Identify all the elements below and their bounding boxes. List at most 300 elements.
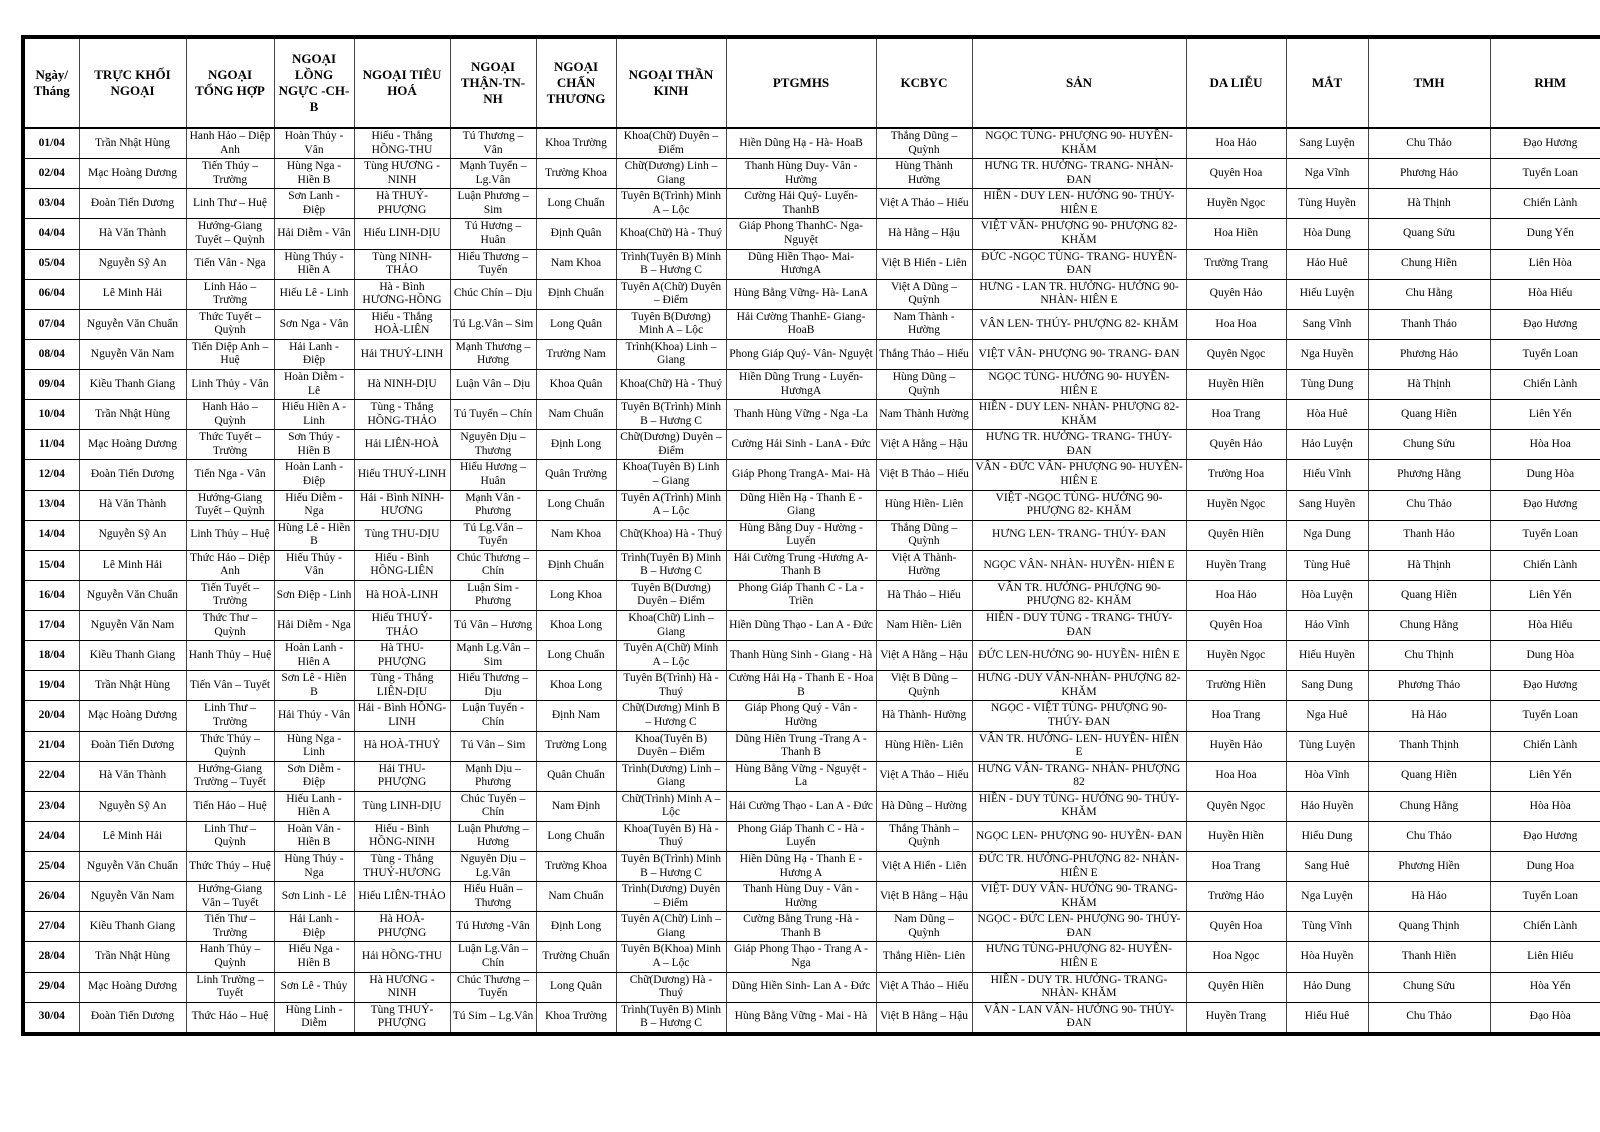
schedule-cell: Hiếu Lê - Linh	[274, 279, 354, 309]
schedule-cell: Hà HOÀ-LINH	[354, 580, 450, 610]
schedule-cell: Hiếu THUÝ-LINH	[354, 460, 450, 490]
schedule-cell: Hà Văn Thành	[79, 761, 186, 791]
schedule-cell: Việt B Dũng – Quỳnh	[876, 671, 972, 701]
schedule-cell: Nga Dung	[1286, 520, 1368, 550]
schedule-cell: Thanh Thảo	[1368, 309, 1490, 339]
date-cell: 15/04	[23, 550, 79, 580]
schedule-cell: Tùng - Thắng LIÊN-DỊU	[354, 671, 450, 701]
schedule-cell: Hòa Dung	[1286, 219, 1368, 249]
schedule-cell: Nguyễn Văn Nam	[79, 339, 186, 369]
schedule-cell: Chu Thảo	[1368, 490, 1490, 520]
schedule-cell: Tiến Diệp Anh – Huệ	[186, 339, 274, 369]
schedule-cell: Cường Hải Hạ - Thanh E - Hoa B	[726, 671, 876, 701]
schedule-cell: Hiểu Huê	[1286, 1002, 1368, 1034]
schedule-cell: Đạo Hương	[1490, 821, 1600, 851]
table-row	[23, 701, 1600, 731]
schedule-cell: Kiều Thanh Giang	[79, 370, 186, 400]
schedule-cell: Khoa(Tuyên B) Linh – Giang	[616, 460, 726, 490]
schedule-cell: Trường Nam	[536, 339, 616, 369]
schedule-cell: Mạnh Thương – Hương	[450, 339, 536, 369]
schedule-cell: Hùng Hiền- Liên	[876, 490, 972, 520]
schedule-cell: Trường Khoa	[536, 159, 616, 189]
schedule-cell: Sang Huê	[1286, 852, 1368, 882]
schedule-cell: Thắng Thảo – Hiếu	[876, 339, 972, 369]
schedule-cell: Định Chuẩn	[536, 550, 616, 580]
schedule-cell: Hoa Hiền	[1186, 219, 1286, 249]
schedule-cell: Lê Minh Hải	[79, 550, 186, 580]
schedule-cell: Long Quân	[536, 309, 616, 339]
date-cell: 02/04	[23, 159, 79, 189]
column-header: DA LIỄU	[1186, 37, 1286, 128]
schedule-cell: Chữ(Trình) Minh A – Lộc	[616, 791, 726, 821]
schedule-cell: NGỌC - VIỆT TÙNG- PHƯỢNG 90- THÚY- ĐAN	[972, 701, 1186, 731]
column-header: SẢN	[972, 37, 1186, 128]
schedule-cell: Hiếu - Bình HỒNG-LIÊN	[354, 550, 450, 580]
schedule-cell: Hoàn Lanh - Hiên A	[274, 641, 354, 671]
table-row	[23, 550, 1600, 580]
schedule-cell: Đoàn Tiến Dương	[79, 189, 186, 219]
schedule-cell: Hùng Bằng Vững - Nguyệt - La	[726, 761, 876, 791]
schedule-cell: Chiến Lành	[1490, 370, 1600, 400]
schedule-cell: Hiếu Thủy - Vân	[274, 550, 354, 580]
schedule-cell: HƯNG TÙNG-PHƯỢNG 82- HUYỀN- HIÊN E	[972, 942, 1186, 972]
schedule-cell: Hà Văn Thành	[79, 219, 186, 249]
schedule-cell: Hướng-Giang Trường – Tuyết	[186, 761, 274, 791]
schedule-cell: Chiến Lành	[1490, 912, 1600, 942]
schedule-cell: Tùng Huyền	[1286, 189, 1368, 219]
table-row	[23, 882, 1600, 912]
date-cell: 10/04	[23, 400, 79, 430]
schedule-cell: Hòa Yến	[1490, 972, 1600, 1002]
schedule-cell: Hùng Thúy - Hiền A	[274, 249, 354, 279]
schedule-cell: Hanh Thủy – Huệ	[186, 641, 274, 671]
schedule-cell: Hùng Nga - Linh	[274, 731, 354, 761]
schedule-cell: Thanh Hùng Duy - Vân - Hường	[726, 882, 876, 912]
date-cell: 19/04	[23, 671, 79, 701]
schedule-cell: Nguyễn Văn Chuẩn	[79, 852, 186, 882]
schedule-cell: Hiếu Hiền A - Linh	[274, 400, 354, 430]
schedule-cell: Đoàn Tiến Dương	[79, 731, 186, 761]
schedule-cell: Cường Hải Quý- Luyến- ThanhB	[726, 189, 876, 219]
schedule-cell: Hiểu Hương – Huân	[450, 460, 536, 490]
schedule-cell: Chiến Lành	[1490, 731, 1600, 761]
schedule-cell: Trần Nhật Hùng	[79, 671, 186, 701]
table-body	[23, 128, 1600, 1034]
schedule-cell: Tùng Luyện	[1286, 731, 1368, 761]
table-row	[23, 912, 1600, 942]
schedule-cell: Hiền Dũng Thạo - Lan A - Đức	[726, 611, 876, 641]
schedule-cell: Quân Trường	[536, 460, 616, 490]
schedule-cell: Hiếu Nga - Hiền B	[274, 942, 354, 972]
schedule-cell: Chu Thảo	[1368, 821, 1490, 851]
schedule-cell: NGỌC VÂN- NHÀN- HUYỀN- HIÊN E	[972, 550, 1186, 580]
schedule-cell: Hoa Trang	[1186, 400, 1286, 430]
schedule-cell: Long Khoa	[536, 580, 616, 610]
schedule-cell: Tiến Thúy – Trường	[186, 159, 274, 189]
schedule-cell: Tuyên A(Chữ) Minh A – Lộc	[616, 641, 726, 671]
schedule-cell: Hiểu Thương – Tuyến	[450, 249, 536, 279]
schedule-cell: Nguyên Dịu – Thương	[450, 430, 536, 460]
schedule-cell: Thức Hảo – Huệ	[186, 1002, 274, 1034]
schedule-cell: Hòa Hiếu	[1490, 279, 1600, 309]
schedule-cell: Linh Thư – Huệ	[186, 189, 274, 219]
date-cell: 04/04	[23, 219, 79, 249]
schedule-cell: Hảo Huyền	[1286, 791, 1368, 821]
schedule-cell: Giáp Phong Quý - Vân - Hường	[726, 701, 876, 731]
schedule-cell: Hùng Bằng Duy - Hường - Luyến	[726, 520, 876, 550]
table-row	[23, 189, 1600, 219]
schedule-cell: Hanh Hảo – Diệp Anh	[186, 128, 274, 159]
schedule-cell: Sơn Linh - Lê	[274, 882, 354, 912]
schedule-cell: Khoa Trường	[536, 128, 616, 159]
schedule-cell: Tú Lg.Vân – Tuyển	[450, 520, 536, 550]
column-header: NGOẠI CHẤN THƯƠNG	[536, 37, 616, 128]
schedule-cell: VÂN - ĐỨC VÂN- PHƯỢNG 90- HUYỀN- HIÊN E	[972, 460, 1186, 490]
schedule-cell: Khoa(Tuyên B) Duyên – Điểm	[616, 731, 726, 761]
schedule-cell: HƯNG VÂN- TRANG- NHÀN- PHƯỢNG 82	[972, 761, 1186, 791]
schedule-cell: Sơn Thúy - Hiền B	[274, 430, 354, 460]
table-row	[23, 641, 1600, 671]
date-cell: 03/04	[23, 189, 79, 219]
schedule-cell: Phương Thảo	[1368, 671, 1490, 701]
schedule-cell: Quyên Hiền	[1186, 972, 1286, 1002]
schedule-cell: Huyền Hảo	[1186, 731, 1286, 761]
schedule-cell: Quyên Ngọc	[1186, 339, 1286, 369]
schedule-cell: Việt B Hằng – Hậu	[876, 1002, 972, 1034]
schedule-cell: Mạc Hoàng Dương	[79, 159, 186, 189]
schedule-cell: Hướng-Giang Vân – Tuyết	[186, 882, 274, 912]
schedule-cell: Khoa(Chữ) Hà - Thuý	[616, 370, 726, 400]
schedule-cell: ĐỨC -NGỌC TÙNG- TRANG- HUYỀN- ĐAN	[972, 249, 1186, 279]
table-row	[23, 490, 1600, 520]
schedule-cell: Việt A Hiển - Liên	[876, 852, 972, 882]
schedule-cell: Hoa Hoa	[1186, 761, 1286, 791]
schedule-cell: Tuyên A(Chữ) Linh – Giang	[616, 912, 726, 942]
schedule-cell: Chữ(Dương) Duyên – Điểm	[616, 430, 726, 460]
column-header: TRỰC KHỐI NGOẠI	[79, 37, 186, 128]
schedule-cell: Hải Diễm - Vân	[274, 219, 354, 249]
date-cell: 12/04	[23, 460, 79, 490]
table-row	[23, 309, 1600, 339]
schedule-cell: Hùng Thành Hường	[876, 159, 972, 189]
schedule-cell: Nga Luyện	[1286, 882, 1368, 912]
schedule-cell: Tiến Nga - Vân	[186, 460, 274, 490]
schedule-cell: Hoa Trang	[1186, 852, 1286, 882]
table-row	[23, 249, 1600, 279]
schedule-cell: Mạc Hoàng Dương	[79, 430, 186, 460]
schedule-cell: Giáp Phong TrangA- Mai- Hà	[726, 460, 876, 490]
schedule-cell: Trường Khoa	[536, 852, 616, 882]
schedule-cell: Hùng Thúy - Nga	[274, 852, 354, 882]
schedule-cell: Đạo Hương	[1490, 309, 1600, 339]
schedule-cell: Tùng Dung	[1286, 370, 1368, 400]
schedule-cell: HƯNG TR. HƯỞNG- TRANG- THÚY- ĐAN	[972, 430, 1186, 460]
schedule-cell: Định Long	[536, 912, 616, 942]
schedule-cell: Quyên Hảo	[1186, 279, 1286, 309]
date-cell: 28/04	[23, 942, 79, 972]
schedule-cell: Tuyển Loan	[1490, 882, 1600, 912]
schedule-cell: Hà NINH-DỊU	[354, 370, 450, 400]
date-cell: 08/04	[23, 339, 79, 369]
schedule-cell: Nga Huyền	[1286, 339, 1368, 369]
schedule-cell: Phương Hảo	[1368, 159, 1490, 189]
schedule-cell: Việt B Hằng – Hậu	[876, 882, 972, 912]
table-row	[23, 219, 1600, 249]
schedule-cell: Long Chuẩn	[536, 641, 616, 671]
schedule-cell: Trình(Tuyên B) Minh B – Hương C	[616, 550, 726, 580]
schedule-cell: HƯNG LEN- TRANG- THÚY- ĐAN	[972, 520, 1186, 550]
schedule-cell: Sơn Lanh - Điệp	[274, 189, 354, 219]
schedule-cell: Hiếu Lanh - Hiền A	[274, 791, 354, 821]
schedule-cell: Chúc Tuyến – Chín	[450, 791, 536, 821]
schedule-cell: Tùng THUỶ-PHƯỢNG	[354, 1002, 450, 1034]
schedule-cell: Hiếu Diễm - Nga	[274, 490, 354, 520]
schedule-cell: Sơn Lê - Hiền B	[274, 671, 354, 701]
schedule-cell: Nga Vĩnh	[1286, 159, 1368, 189]
schedule-cell: Long Chuẩn	[536, 189, 616, 219]
schedule-cell: Trình(Dương) Duyên – Điểm	[616, 882, 726, 912]
schedule-cell: Dung Hòa	[1490, 641, 1600, 671]
schedule-cell: Chung Sửu	[1368, 972, 1490, 1002]
schedule-cell: Tuyên B(Trình) Minh B – Hương C	[616, 852, 726, 882]
schedule-cell: Tuyển Loan	[1490, 339, 1600, 369]
schedule-cell: Nguyễn Văn Chuẩn	[79, 309, 186, 339]
table-row	[23, 128, 1600, 159]
schedule-cell: Tùng Vĩnh	[1286, 912, 1368, 942]
schedule-cell: Quyên Hảo	[1186, 430, 1286, 460]
schedule-cell: Hoàn Thủy - Vân	[274, 128, 354, 159]
schedule-cell: Hải Thúy - Vân	[274, 701, 354, 731]
schedule-cell: Hải Lanh - Điệp	[274, 912, 354, 942]
schedule-cell: Sơn Nga - Vân	[274, 309, 354, 339]
schedule-cell: Hà HOÀ-PHƯỢNG	[354, 912, 450, 942]
schedule-cell: Hùng Lê - Hiền B	[274, 520, 354, 550]
schedule-cell: Khoa(Chữ) Hà - Thuý	[616, 219, 726, 249]
schedule-cell: Liên Hiếu	[1490, 942, 1600, 972]
schedule-cell: Giáp Phong ThanhC- Nga- Nguyệt	[726, 219, 876, 249]
schedule-cell: Việt A Thảo – Hiếu	[876, 761, 972, 791]
schedule-cell: Chiến Lành	[1490, 550, 1600, 580]
schedule-cell: Tú Thương – Vân	[450, 128, 536, 159]
schedule-cell: Giáp Phong Thạo - Trang A - Nga	[726, 942, 876, 972]
schedule-cell: Hanh Thủy – Quỳnh	[186, 942, 274, 972]
schedule-cell: Hùng Bằng Vững- Hà- LanA	[726, 279, 876, 309]
schedule-cell: Tuyên B(Trình) Minh A – Lộc	[616, 189, 726, 219]
column-header: NGOẠI TIÊU HOÁ	[354, 37, 450, 128]
schedule-cell: Linh Thư – Quỳnh	[186, 821, 274, 851]
schedule-cell: Luận Phương – Sim	[450, 189, 536, 219]
column-header: MẮT	[1286, 37, 1368, 128]
schedule-cell: Hanh Hảo – Quỳnh	[186, 400, 274, 430]
schedule-cell: Linh Thủy – Huệ	[186, 520, 274, 550]
schedule-cell: Việt A Hằng – Hậu	[876, 430, 972, 460]
schedule-cell: VÂN LEN- THÚY- PHƯỢNG 82- KHĂM	[972, 309, 1186, 339]
date-cell: 29/04	[23, 972, 79, 1002]
schedule-cell: Mạnh Lg.Vân – Sim	[450, 641, 536, 671]
schedule-cell: Hoa Hoa	[1186, 309, 1286, 339]
schedule-cell: Hà THUÝ-PHƯỢNG	[354, 189, 450, 219]
schedule-cell: VÂN - LAN VÂN- HƯỞNG 90- THÚY- ĐAN	[972, 1002, 1186, 1034]
schedule-cell: Hướng-Giang Tuyết – Quỳnh	[186, 490, 274, 520]
table-row	[23, 400, 1600, 430]
schedule-cell: Thắng Hiền- Liên	[876, 942, 972, 972]
schedule-cell: Dung Hoa	[1490, 852, 1600, 882]
schedule-cell: Chữ(Dương) Linh – Giang	[616, 159, 726, 189]
schedule-cell: ĐỨC LEN-HƯỞNG 90- HUYỀN- HIÊN E	[972, 641, 1186, 671]
schedule-cell: Huyền Trang	[1186, 550, 1286, 580]
schedule-cell: Hải - Bình HỒNG-LINH	[354, 701, 450, 731]
schedule-cell: Nam Dũng – Quỳnh	[876, 912, 972, 942]
schedule-cell: Hùng Nga - Hiền B	[274, 159, 354, 189]
schedule-cell: Lê Minh Hải	[79, 279, 186, 309]
schedule-cell: Mạnh Tuyển – Lg.Vân	[450, 159, 536, 189]
date-cell: 05/04	[23, 249, 79, 279]
schedule-cell: Quyên Hoa	[1186, 159, 1286, 189]
schedule-cell: Hoàn Vân - Hiền B	[274, 821, 354, 851]
schedule-cell: Hà Dũng – Hường	[876, 791, 972, 821]
date-cell: 11/04	[23, 430, 79, 460]
schedule-cell: Dũng Hiền Trung -Trang A - Thanh B	[726, 731, 876, 761]
schedule-cell: Trường Hảo	[1186, 882, 1286, 912]
schedule-cell: Hải Cường Trung -Hương A- Thanh B	[726, 550, 876, 580]
schedule-cell: Hòa Huê	[1286, 400, 1368, 430]
schedule-cell: Hiền Dũng Hạ - Hà- HoaB	[726, 128, 876, 159]
schedule-cell: VIỆT VĂN- PHƯỢNG 90- PHƯỢNG 82- KHĂM	[972, 219, 1186, 249]
schedule-cell: Nguyễn Văn Chuẩn	[79, 580, 186, 610]
schedule-cell: HƯNG -DUY VÂN-NHÀN- PHƯỢNG 82- KHĂM	[972, 671, 1186, 701]
table-row	[23, 731, 1600, 761]
date-cell: 26/04	[23, 882, 79, 912]
table-row	[23, 159, 1600, 189]
schedule-cell: Hải THUÝ-LINH	[354, 339, 450, 369]
schedule-cell: Hải Cường Thạo - Lan A - Đức	[726, 791, 876, 821]
schedule-cell: Hoàn Diễm - Lê	[274, 370, 354, 400]
date-cell: 25/04	[23, 852, 79, 882]
schedule-cell: Trường Trang	[1186, 249, 1286, 279]
schedule-cell: HIỀN - DUY TÙNG- HƯỚNG 90- THÚY- KHĂM	[972, 791, 1186, 821]
schedule-cell: Tú Vân – Hương	[450, 611, 536, 641]
schedule-cell: Quyên Ngọc	[1186, 791, 1286, 821]
schedule-cell: Trường Hoa	[1186, 460, 1286, 490]
schedule-cell: Tú Hương – Huân	[450, 219, 536, 249]
schedule-cell: Thanh Thịnh	[1368, 731, 1490, 761]
schedule-cell: Hiền Dũng Hạ - Thanh E - Hương A	[726, 852, 876, 882]
schedule-cell: Phong Giáp Thanh C - La - Triền	[726, 580, 876, 610]
schedule-cell: Đạo Hòa	[1490, 1002, 1600, 1034]
schedule-cell: Định Nam	[536, 701, 616, 731]
schedule-cell: Việt A Dũng – Quỳnh	[876, 279, 972, 309]
schedule-cell: Huyền Trang	[1186, 1002, 1286, 1034]
schedule-cell: Kiều Thanh Giang	[79, 912, 186, 942]
schedule-cell: Tuyên B(Khoa) Minh A – Lộc	[616, 942, 726, 972]
column-header: NGOẠI TỔNG HỢP	[186, 37, 274, 128]
schedule-cell: Hà Hảo	[1368, 701, 1490, 731]
schedule-cell: Nguyễn Văn Nam	[79, 882, 186, 912]
schedule-cell: Huyền Hiền	[1186, 821, 1286, 851]
schedule-cell: Trường Hiền	[1186, 671, 1286, 701]
schedule-cell: Sang Dung	[1286, 671, 1368, 701]
schedule-cell: Thanh Hùng Sinh - Giang - Hà	[726, 641, 876, 671]
date-cell: 21/04	[23, 731, 79, 761]
schedule-cell: Chiến Lành	[1490, 189, 1600, 219]
schedule-cell: Tiến Tuyết – Trường	[186, 580, 274, 610]
schedule-cell: HIỀN - DUY LEN- NHÀN- PHƯỢNG 82- KHĂM	[972, 400, 1186, 430]
schedule-cell: Tuyên A(Chữ) Duyên – Điểm	[616, 279, 726, 309]
schedule-cell: Long Chuẩn	[536, 490, 616, 520]
schedule-cell: Tiến Vân - Nga	[186, 249, 274, 279]
schedule-cell: Hà Văn Thành	[79, 490, 186, 520]
schedule-cell: Thanh Hùng Vững - Nga -La	[726, 400, 876, 430]
schedule-cell: Tuyển Loan	[1490, 520, 1600, 550]
schedule-cell: Tuyên B(Dương) Minh A – Lộc	[616, 309, 726, 339]
date-cell: 01/04	[23, 128, 79, 159]
schedule-cell: Tú Tuyển – Chín	[450, 400, 536, 430]
schedule-cell: Tuyên B(Trình) Minh B – Hương C	[616, 400, 726, 430]
schedule-cell: Huyền Ngọc	[1186, 641, 1286, 671]
schedule-cell: Quyên Hoa	[1186, 611, 1286, 641]
schedule-cell: Luận Lg.Vân – Chín	[450, 942, 536, 972]
schedule-cell: Phương Hiền	[1368, 852, 1490, 882]
schedule-cell: Chu Thảo	[1368, 1002, 1490, 1034]
schedule-cell: Khoa(Chữ) Linh – Giang	[616, 611, 726, 641]
schedule-cell: Chúc Chín – Dịu	[450, 279, 536, 309]
schedule-cell: Việt A Thành- Hường	[876, 550, 972, 580]
schedule-cell: Việt A Thảo – Hiếu	[876, 972, 972, 1002]
schedule-cell: Trình(Khoa) Linh – Giang	[616, 339, 726, 369]
schedule-cell: Hảo Luyện	[1286, 430, 1368, 460]
schedule-cell: Đạo Hương	[1490, 128, 1600, 159]
schedule-cell: HƯNG - LAN TR. HƯỞNG- HƯỞNG 90- NHÀN- HIÊN E	[972, 279, 1186, 309]
schedule-cell: Huyền Ngọc	[1186, 490, 1286, 520]
schedule-cell: Quang Hiền	[1368, 580, 1490, 610]
schedule-cell: Dũng Hiền Sinh- Lan A - Đức	[726, 972, 876, 1002]
table-row	[23, 430, 1600, 460]
column-header: NGOẠI LỒNG NGỰC -CH-B	[274, 37, 354, 128]
schedule-cell: Hảo Huê	[1286, 249, 1368, 279]
schedule-cell: Nguyễn Sỹ An	[79, 520, 186, 550]
schedule-cell: Trình(Tuyên B) Minh B – Hương C	[616, 1002, 726, 1034]
table-row	[23, 972, 1600, 1002]
table-row	[23, 460, 1600, 490]
schedule-cell: VÂN TR. HƯỞNG- PHƯỢNG 90- PHƯỢNG 82- KHĂM	[972, 580, 1186, 610]
schedule-cell: Liên Yến	[1490, 761, 1600, 791]
schedule-cell: Tùng LINH-DỊU	[354, 791, 450, 821]
schedule-cell: Hùng Dũng – Quỳnh	[876, 370, 972, 400]
header-row	[23, 37, 1600, 128]
schedule-cell: Hiếu Luyện	[1286, 279, 1368, 309]
column-header: RHM	[1490, 37, 1600, 128]
schedule-cell: Thức Thúy – Huệ	[186, 852, 274, 882]
schedule-cell: Liên Hòa	[1490, 249, 1600, 279]
column-header: TMH	[1368, 37, 1490, 128]
schedule-cell: Phong Giáp Quý- Vân- Nguyệt	[726, 339, 876, 369]
table-row	[23, 821, 1600, 851]
schedule-cell: Thắng Dũng – Quỳnh	[876, 520, 972, 550]
schedule-cell: Đoàn Tiến Dương	[79, 1002, 186, 1034]
schedule-cell: Tùng - Thắng THUỶ-HƯƠNG	[354, 852, 450, 882]
schedule-cell: NGỌC TÙNG- HƯỞNG 90- HUYỀN- HIÊN E	[972, 370, 1186, 400]
schedule-cell: Việt B Thảo – Hiếu	[876, 460, 972, 490]
schedule-cell: Linh Trường – Tuyết	[186, 972, 274, 1002]
schedule-cell: Dung Hòa	[1490, 460, 1600, 490]
date-cell: 30/04	[23, 1002, 79, 1034]
schedule-cell: Kiều Thanh Giang	[79, 641, 186, 671]
schedule-cell: Chung Sửu	[1368, 430, 1490, 460]
schedule-cell: Liên Yến	[1490, 580, 1600, 610]
schedule-cell: Hòa Hòa	[1490, 791, 1600, 821]
schedule-cell: Quang Thịnh	[1368, 912, 1490, 942]
schedule-cell: Cường Bằng Trung -Hà - Thanh B	[726, 912, 876, 942]
